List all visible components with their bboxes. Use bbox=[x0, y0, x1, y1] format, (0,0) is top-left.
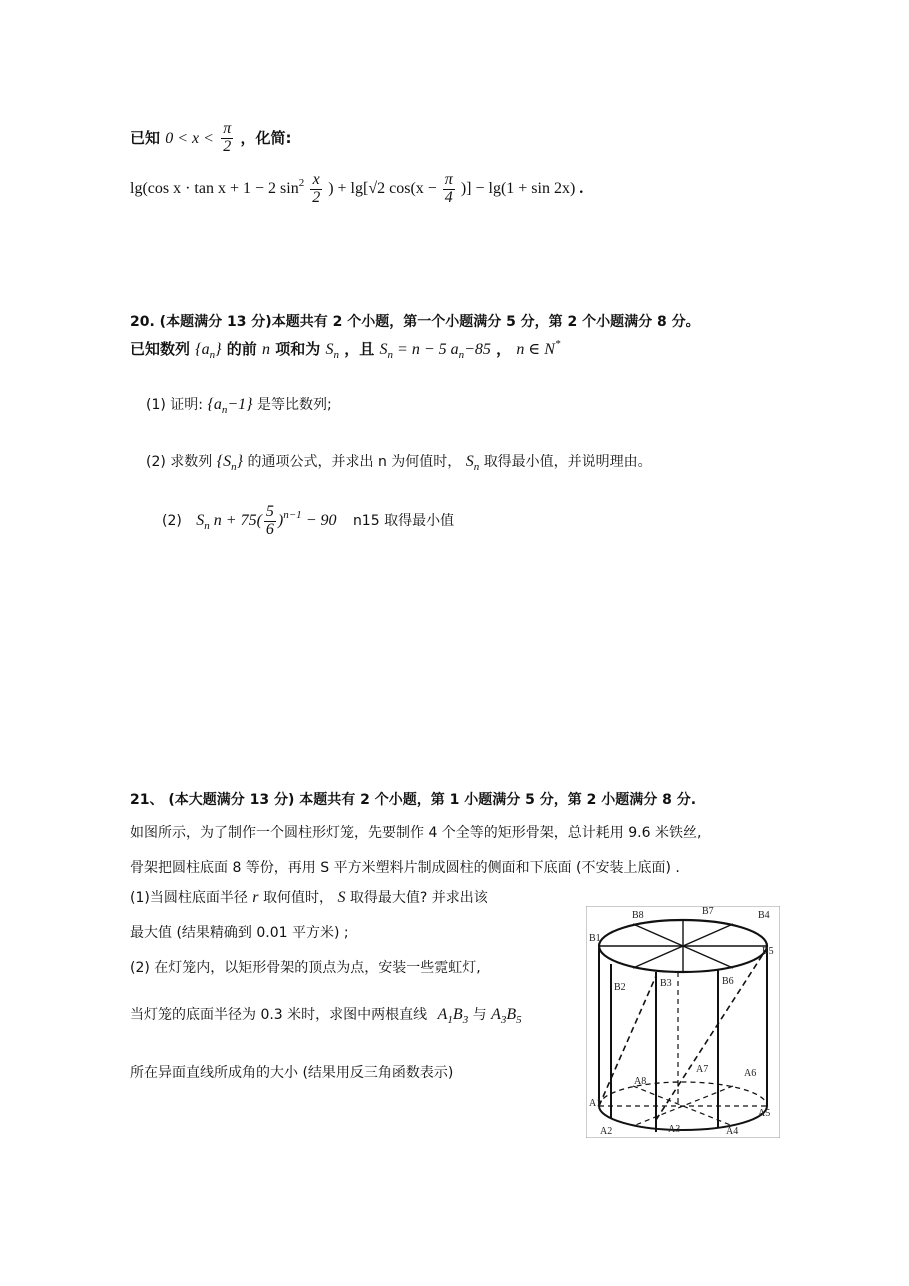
intro-fraction-num: π bbox=[223, 120, 232, 137]
q20-given bbox=[130, 338, 560, 361]
q20-part1-math-a: {a bbox=[207, 396, 222, 413]
label-b5: B5 bbox=[762, 946, 774, 957]
q20-domain bbox=[516, 338, 561, 358]
q20-answer-sup: n−1 bbox=[283, 508, 302, 521]
q20-answer-expr-b: ) bbox=[277, 511, 284, 529]
q21-part1-d: 最大值 (结果精确到 0.01 平方米) ; bbox=[130, 925, 349, 941]
q21-part1-b: 取何值时， bbox=[262, 890, 333, 906]
q20-given-Sn bbox=[325, 341, 340, 361]
q20-part1-sub: n bbox=[221, 404, 228, 416]
q20-eq-const: −85 bbox=[464, 341, 491, 358]
intro-expression bbox=[130, 172, 583, 207]
q20-eq-a-sub: n bbox=[458, 349, 465, 361]
q21-part2-and: 与 bbox=[472, 1007, 487, 1023]
q20-part2-text-b: 取得最小值，并说明理由。 bbox=[483, 454, 652, 470]
q21-line-a3b5 bbox=[491, 1006, 522, 1026]
q20-part1-label: (1) 证明: bbox=[146, 397, 203, 413]
q20-seq-an-a: {a bbox=[195, 341, 210, 358]
expr-end: . bbox=[579, 179, 584, 197]
q20-answer-text: n15 取得最小值 bbox=[352, 512, 455, 529]
q20-answer-label: (2) bbox=[162, 512, 182, 529]
q21-header: 21、 (本大题满分 13 分) 本题共有 2 个小题，第 1 小题满分 5 分，第 2 小题满分 8 分. bbox=[130, 792, 697, 808]
q20-part2-text-a: 的通项公式，并求出 n 为何值时， bbox=[247, 454, 462, 470]
q21-l1-s2: 3 bbox=[462, 1014, 469, 1026]
q21-part1-a: (1)当圆柱底面半径 bbox=[130, 890, 248, 906]
q21-part1-r: r bbox=[252, 889, 259, 906]
expr-frac-pi-den: 4 bbox=[444, 188, 453, 206]
q20-part2-label: (2) 求数列 bbox=[146, 454, 213, 470]
q20-given-e: 项和为 bbox=[275, 340, 321, 358]
q21-line-a1b3 bbox=[437, 1006, 469, 1026]
q20-answer-expr-a: n + 75( bbox=[209, 511, 262, 529]
q20-answer-math bbox=[196, 503, 337, 538]
expr-frac-pi-num: π bbox=[444, 171, 453, 188]
q20-answer-num: 5 bbox=[265, 503, 274, 520]
q20-answer-expr-c: − 90 bbox=[301, 511, 337, 529]
intro-line bbox=[130, 121, 291, 156]
q20-part1-math-end: −1} bbox=[227, 396, 253, 413]
q20-part1-math bbox=[207, 396, 253, 416]
label-b6: B6 bbox=[722, 976, 734, 987]
label-a4: A4 bbox=[726, 1126, 739, 1137]
q21-part2-a: (2) 在灯笼内，以矩形骨架的顶点为点，安装一些霓虹灯, bbox=[130, 960, 481, 976]
label-a6: A6 bbox=[744, 1068, 757, 1079]
q20-given-a: 已知数列 bbox=[130, 340, 191, 358]
q21-l2-a: A bbox=[491, 1006, 501, 1023]
label-b8: B8 bbox=[632, 910, 644, 921]
expr-frac-x bbox=[310, 172, 322, 207]
q21-part1-S: S bbox=[337, 889, 346, 906]
q21-part2-c: 所在异面直线所成角的大小 (结果用反三角函数表示) bbox=[130, 1065, 454, 1081]
label-a1: A1 bbox=[589, 1098, 602, 1109]
label-a8: A8 bbox=[634, 1076, 647, 1087]
label-a2: A2 bbox=[600, 1126, 613, 1137]
q21-l2-s1: 3 bbox=[500, 1014, 507, 1026]
expr-part-4: )] − lg(1 + sin 2x) bbox=[460, 179, 576, 197]
label-b2: B2 bbox=[614, 982, 626, 993]
q20-given-c: 的前 bbox=[226, 340, 257, 358]
q21-l1-a: A bbox=[437, 1006, 448, 1023]
intro-condition: 0 < x < bbox=[165, 129, 214, 147]
expr-frac-x-num: x bbox=[310, 172, 322, 190]
expr-sup: 2 bbox=[298, 176, 305, 189]
q20-part2-sub: n bbox=[231, 461, 237, 473]
q20-given-Sn-sub: n bbox=[333, 349, 340, 361]
intro-label-post: ，化简: bbox=[240, 128, 292, 147]
label-a5: A5 bbox=[758, 1108, 771, 1119]
q21-l1-b: B bbox=[452, 1006, 463, 1023]
q20-answer-S: S bbox=[196, 511, 205, 529]
q20-answer-S-sub: n bbox=[204, 519, 210, 532]
q20-part2-S-sub: n bbox=[473, 461, 480, 473]
q20-given-n: n bbox=[262, 341, 271, 358]
intro-fraction-den: 2 bbox=[223, 137, 232, 155]
q20-domain-sup: * bbox=[554, 338, 561, 350]
q20-answer-den: 6 bbox=[265, 520, 274, 538]
q20-seq-an-end: } bbox=[215, 341, 222, 358]
q20-part1-text: 是等比数列; bbox=[257, 397, 332, 413]
label-b4: B4 bbox=[758, 910, 770, 921]
q21-part2-b: 当灯笼的底面半径为 0.3 米时，求图中两根直线 bbox=[130, 1007, 428, 1023]
expr-part-3: cos(x − bbox=[385, 179, 437, 197]
q20-header: 20. (本题满分 13 分)本题共有 2 个小题，第一个小题满分 5 分，第 2 个小题满分 8 分。 bbox=[130, 314, 700, 330]
label-b7: B7 bbox=[702, 906, 714, 917]
q20-given-g: ，且 bbox=[344, 340, 375, 358]
q20-part2-math bbox=[216, 453, 244, 473]
q21-l2-b: B bbox=[506, 1006, 517, 1023]
q20-answer bbox=[162, 504, 454, 539]
label-a7: A7 bbox=[696, 1064, 709, 1075]
q20-eq-s: S bbox=[379, 341, 388, 358]
q21-part2-b-line bbox=[130, 1004, 522, 1026]
q20-part1 bbox=[146, 394, 332, 416]
intro-label-pre: 已知 bbox=[130, 128, 161, 147]
q21-line-2: 骨架把圆柱底面 8 等份，再用 S 平方米塑料片制成圆柱的侧面和下底面 (不安装上底面) . bbox=[130, 860, 680, 876]
q20-equation bbox=[379, 341, 491, 361]
expr-frac-x-den: 2 bbox=[312, 188, 321, 206]
label-b3: B3 bbox=[660, 978, 672, 989]
expr-part-1: lg(cos x · tan x + 1 − 2 sin bbox=[130, 179, 299, 197]
q21-l1-s1: 1 bbox=[447, 1014, 453, 1026]
q20-eq-mid: = n − 5 a bbox=[397, 341, 459, 358]
intro-fraction bbox=[221, 121, 233, 156]
q20-part2-S: S bbox=[465, 453, 474, 470]
expr-frac-pi bbox=[443, 172, 455, 207]
q20-part2-Sn bbox=[465, 453, 480, 473]
label-a3: A3 bbox=[668, 1124, 681, 1135]
lantern-figure bbox=[586, 906, 780, 1138]
q20-given-Sn-s: S bbox=[325, 341, 334, 358]
q21-line-1: 如图所示，为了制作一个圆柱形灯笼，先要制作 4 个全等的矩形骨架，总计耗用 9.6 米铁丝, bbox=[130, 825, 702, 841]
q20-part2 bbox=[146, 451, 652, 473]
q21-part1-c: 取得最大值? 并求出该 bbox=[349, 890, 488, 906]
expr-part-2: ) + lg[ bbox=[328, 179, 369, 197]
q20-domain-text: n ∈ N bbox=[516, 341, 555, 358]
q21-l2-s2: 5 bbox=[516, 1014, 522, 1026]
q20-answer-frac bbox=[264, 504, 276, 539]
label-b1: B1 bbox=[589, 933, 601, 944]
q21-part1 bbox=[130, 887, 488, 907]
expr-sqrt: √2 bbox=[368, 179, 386, 197]
q20-part2-math-a: {S bbox=[216, 453, 232, 470]
q20-given-k: ， bbox=[496, 340, 512, 358]
q20-eq-s-sub: n bbox=[387, 349, 394, 361]
q20-seq-an bbox=[195, 341, 222, 361]
q20-seq-an-sub: n bbox=[209, 349, 216, 361]
q20-part2-math-end: } bbox=[236, 453, 244, 470]
